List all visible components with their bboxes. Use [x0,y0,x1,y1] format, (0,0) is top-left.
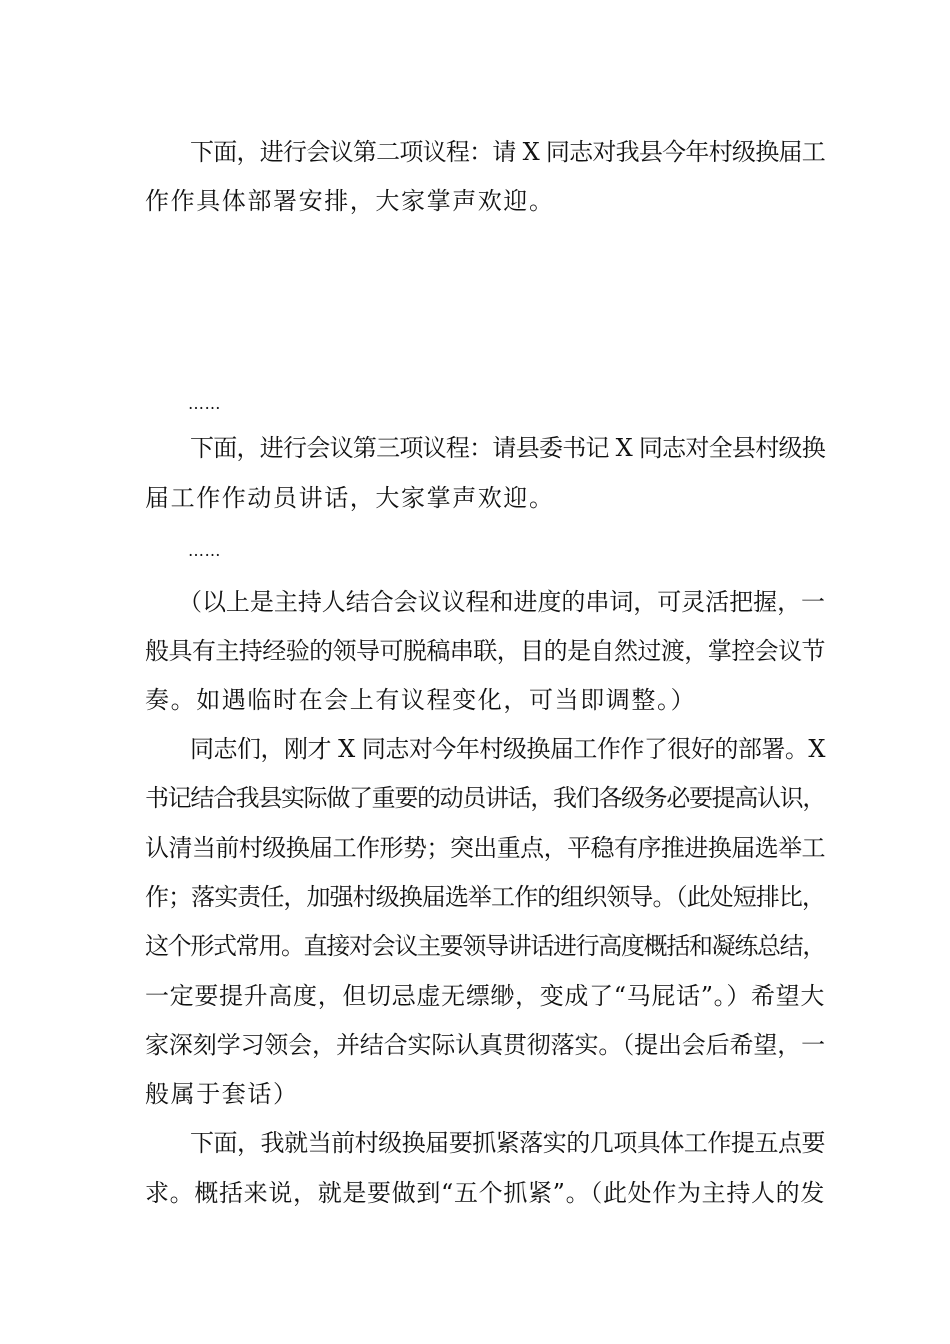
ellipsis-2: …… [188,541,221,560]
paragraph-3-line-1: （以上是主持人结合会议议程和进度的串词，可灵活把握，一 [178,588,825,616]
paragraph-1-line-2: 作作具体部署安排，大家掌声欢迎。 [145,187,555,215]
paragraph-3-line-2: 般具有主持经验的领导可脱稿串联，目的是自然过渡，掌控会议节 [145,637,825,665]
paragraph-4-line-1: 同志们，刚才 X 同志对今年村级换届工作作了很好的部署。X [190,735,825,763]
paragraph-5-line-1: 下面，我就当前村级换届要抓紧落实的几项具体工作提五点要 [190,1129,825,1157]
paragraph-4-line-7: 家深刻学习领会，并结合实际认真贯彻落实。（提出会后希望，一 [145,1031,825,1059]
ellipsis-1: …… [188,394,221,413]
paragraph-2-line-2: 届工作作动员讲话，大家掌声欢迎。 [145,484,555,512]
paragraph-2-line-1: 下面，进行会议第三项议程：请县委书记 X 同志对全县村级换 [190,434,825,462]
paragraph-4-line-5: 这个形式常用。直接对会议主要领导讲话进行高度概括和凝练总结， [145,932,825,960]
paragraph-5-line-2: 求。概括来说，就是要做到“五个抓紧”。（此处作为主持人的发 [145,1179,825,1207]
paragraph-3-line-3: 奏。如遇临时在会上有议程变化，可当即调整。） [145,686,697,714]
paragraph-1-line-1: 下面，进行会议第二项议程：请 X 同志对我县今年村级换届工 [190,138,825,166]
paragraph-4-line-6: 一定要提升高度，但切忌虚无缥缈，变成了“马屁话”。）希望大 [145,982,825,1010]
paragraph-4-line-4: 作；落实责任，加强村级换届选举工作的组织领导。（此处短排比， [145,883,825,911]
paragraph-4-line-3: 认清当前村级换届工作形势；突出重点，平稳有序推进换届选举工 [145,834,825,862]
paragraph-4-line-2: 书记结合我县实际做了重要的动员讲话，我们各级务必要提高认识， [145,784,825,812]
paragraph-4-line-8: 般属于套话） [145,1080,299,1108]
